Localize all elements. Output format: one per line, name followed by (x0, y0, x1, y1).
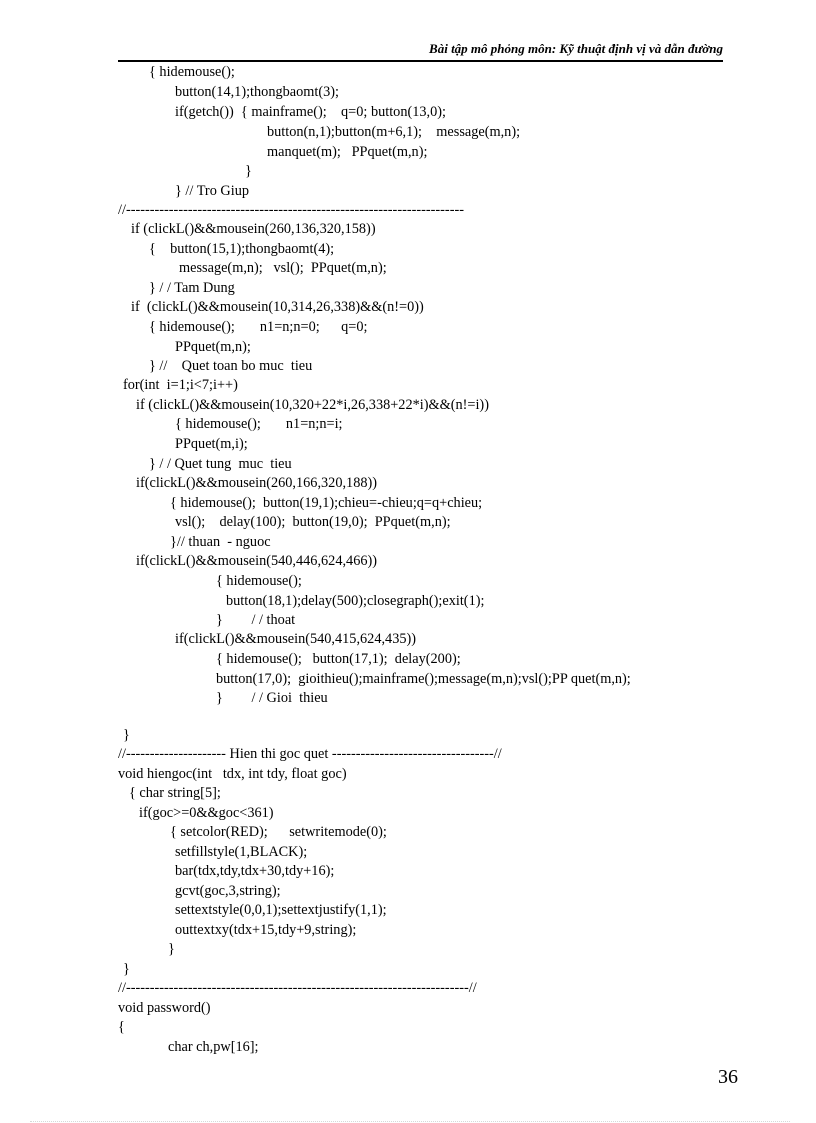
code-line: { hidemouse(); button(19,1);chieu=-chieu;q=q+chieu; (170, 495, 483, 511)
code-line: } (245, 163, 252, 179)
code-line: button(18,1);delay(500);closegraph();exit(1); (226, 593, 485, 609)
code-line: for(int i=1;i<7;i++) (123, 377, 238, 393)
code-line: void password() (118, 1000, 211, 1016)
code-line: manquet(m); PPquet(m,n); (267, 144, 428, 160)
code-line: { hidemouse(); (216, 573, 302, 589)
code-line: if (clickL()&&mousein(10,314,26,338)&&(n!=0)) (131, 299, 424, 315)
code-line: PPquet(m,i); (175, 436, 248, 452)
code-line: if (clickL()&&mousein(260,136,320,158)) (131, 221, 376, 237)
code-line: button(n,1);button(m+6,1); message(m,n); (267, 124, 521, 140)
code-line: } // Tro Giup (175, 183, 250, 199)
code-line: } / / Tam Dung (149, 280, 235, 296)
code-line: { hidemouse(); n1=n;n=0; q=0; (149, 319, 368, 335)
code-line: { char string[5]; (129, 785, 221, 801)
code-line: } / / thoat (216, 612, 296, 628)
page-number: 36 (718, 1066, 738, 1088)
code-line: gcvt(goc,3,string); (175, 883, 281, 899)
code-line: { setcolor(RED); setwritemode(0); (170, 824, 387, 840)
code-line: } (168, 941, 175, 957)
code-line: //--------------------- Hien thi goc quet ----------------------------------// (118, 746, 502, 762)
code-line: button(17,0); gioithieu();mainframe();message(m,n);vsl();PP quet(m,n); (216, 671, 631, 687)
code-line: void hiengoc(int tdx, int tdy, float goc) (118, 766, 347, 782)
code-line: }// thuan - nguoc (170, 534, 271, 550)
header-title: Bài tập mô phỏng môn: Kỹ thuật định vị và dẫn đường (429, 41, 723, 56)
code-line: if(clickL()&&mousein(540,446,624,466)) (136, 553, 378, 569)
code-line: if(clickL()&&mousein(260,166,320,188)) (136, 475, 378, 491)
code-line: outtextxy(tdx+15,tdy+9,string); (175, 922, 357, 938)
code-line: } (123, 727, 130, 743)
page-bottom-border (30, 1121, 790, 1122)
code-line: } // Quet toan bo muc tieu (149, 358, 313, 374)
code-line: vsl(); delay(100); button(19,0); PPquet(m,n); (175, 514, 451, 530)
code-line: char ch,pw[16]; (168, 1039, 259, 1055)
code-line: //----------------------------------------------------------------------- (118, 202, 464, 218)
code-line: setfillstyle(1,BLACK); (175, 844, 308, 860)
code-line: { (118, 1019, 125, 1035)
code-line: message(m,n); vsl(); PPquet(m,n); (179, 260, 387, 276)
code-line: } (123, 961, 130, 977)
code-line: bar(tdx,tdy,tdx+30,tdy+16); (175, 863, 335, 879)
code-line: if(getch()) { mainframe(); q=0; button(13,0); (175, 104, 446, 120)
code-line: //------------------------------------------------------------------------// (118, 980, 477, 996)
code-line: button(14,1);thongbaomt(3); (175, 84, 339, 100)
code-line: { button(15,1);thongbaomt(4); (149, 241, 335, 257)
code-line: { hidemouse(); button(17,1); delay(200); (216, 651, 461, 667)
code-line: } / / Gioi thieu (216, 690, 328, 706)
code-line: settextstyle(0,0,1);settextjustify(1,1); (175, 902, 387, 918)
code-line: if (clickL()&&mousein(10,320+22*i,26,338+22*i)&&(n!=i)) (136, 397, 489, 413)
code-line: { hidemouse(); (149, 64, 235, 80)
code-line: if(goc>=0&&goc<361) (139, 805, 274, 821)
code-line: if(clickL()&&mousein(540,415,624,435)) (175, 631, 417, 647)
code-line: } / / Quet tung muc tieu (149, 456, 292, 472)
code-line: PPquet(m,n); (175, 339, 251, 355)
code-line: { hidemouse(); n1=n;n=i; (175, 416, 343, 432)
